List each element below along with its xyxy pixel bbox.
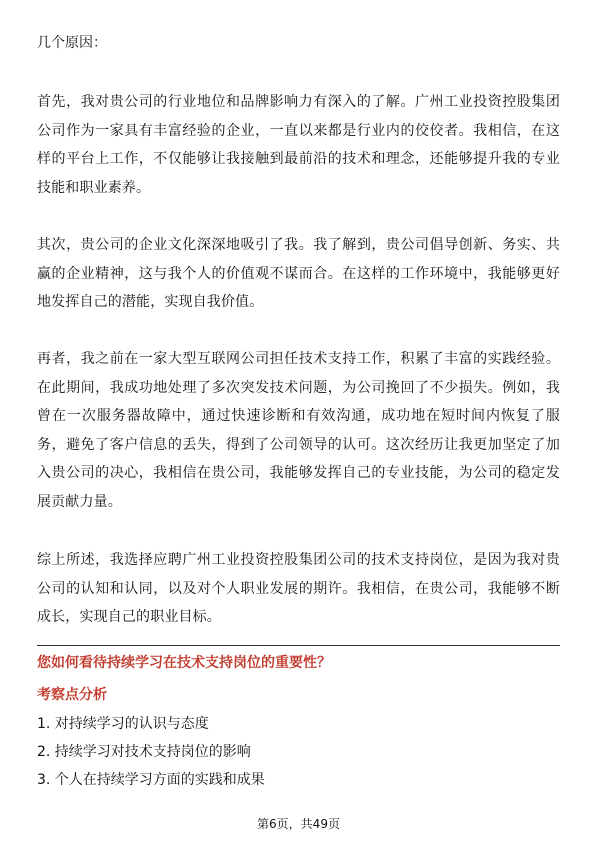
answer-paragraph-1: 首先，我对贵公司的行业地位和品牌影响力有深入的了解。广州工业投资控股集团公司作为一家具有丰富经验的企业，一直以来都是行业内的佼佼者。我相信，在这样的平台上工作，不仅能够让我接触到最前沿的技术和理念，还能够提升我的专业技能和职业素养。: [37, 94, 560, 196]
document-page: [37, 0, 560, 842]
answer-paragraph-4: 综上所述，我选择应聘广州工业投资控股集团公司的技术支持岗位，是因为我对贵公司的认知和认同，以及对个人职业发展的期许。我相信，在贵公司，我能够不断成长，实现自己的职业目标。: [37, 552, 560, 625]
analysis-points-list: [37, 710, 265, 794]
section-divider: [37, 645, 560, 646]
answer-paragraph-2: 其次，贵公司的企业文化深深地吸引了我。我了解到，贵公司倡导创新、务实、共赢的企业精神，这与我个人的价值观不谋而合。在这样的工作环境中，我能够更好地发挥自己的潜能，实现自我价值。: [37, 237, 560, 310]
answer-paragraph-3: 再者，我之前在一家大型互联网公司担任技术支持工作，积累了丰富的实践经验。在此期间，我成功地处理了多次突发技术问题，为公司挽回了不少损失。例如，我曾在一次服务器故障中，通过快速诊断和有效沟通，成功地在短时间内恢复了服务，避免了客户信息的丢失，得到了公司领导的认可。这次经历让我更加坚定了加入贵公司的决心，我相信在贵公司，我能够发挥自己的专业技能，为公司的稳定发展贡献力量。: [37, 351, 560, 510]
intro-text: 几个原因：: [37, 35, 107, 51]
interview-question: 您如何看待持续学习在技术支持岗位的重要性？: [37, 655, 331, 671]
analysis-heading: 考察点分析: [37, 687, 107, 703]
analysis-point: 3. 个人在持续学习方面的实践和成果: [37, 772, 265, 788]
analysis-point: 2. 持续学习对技术支持岗位的影响: [37, 744, 251, 760]
analysis-point: 1. 对持续学习的认识与态度: [37, 716, 209, 732]
page-number: 第6页，共49页: [257, 817, 340, 831]
